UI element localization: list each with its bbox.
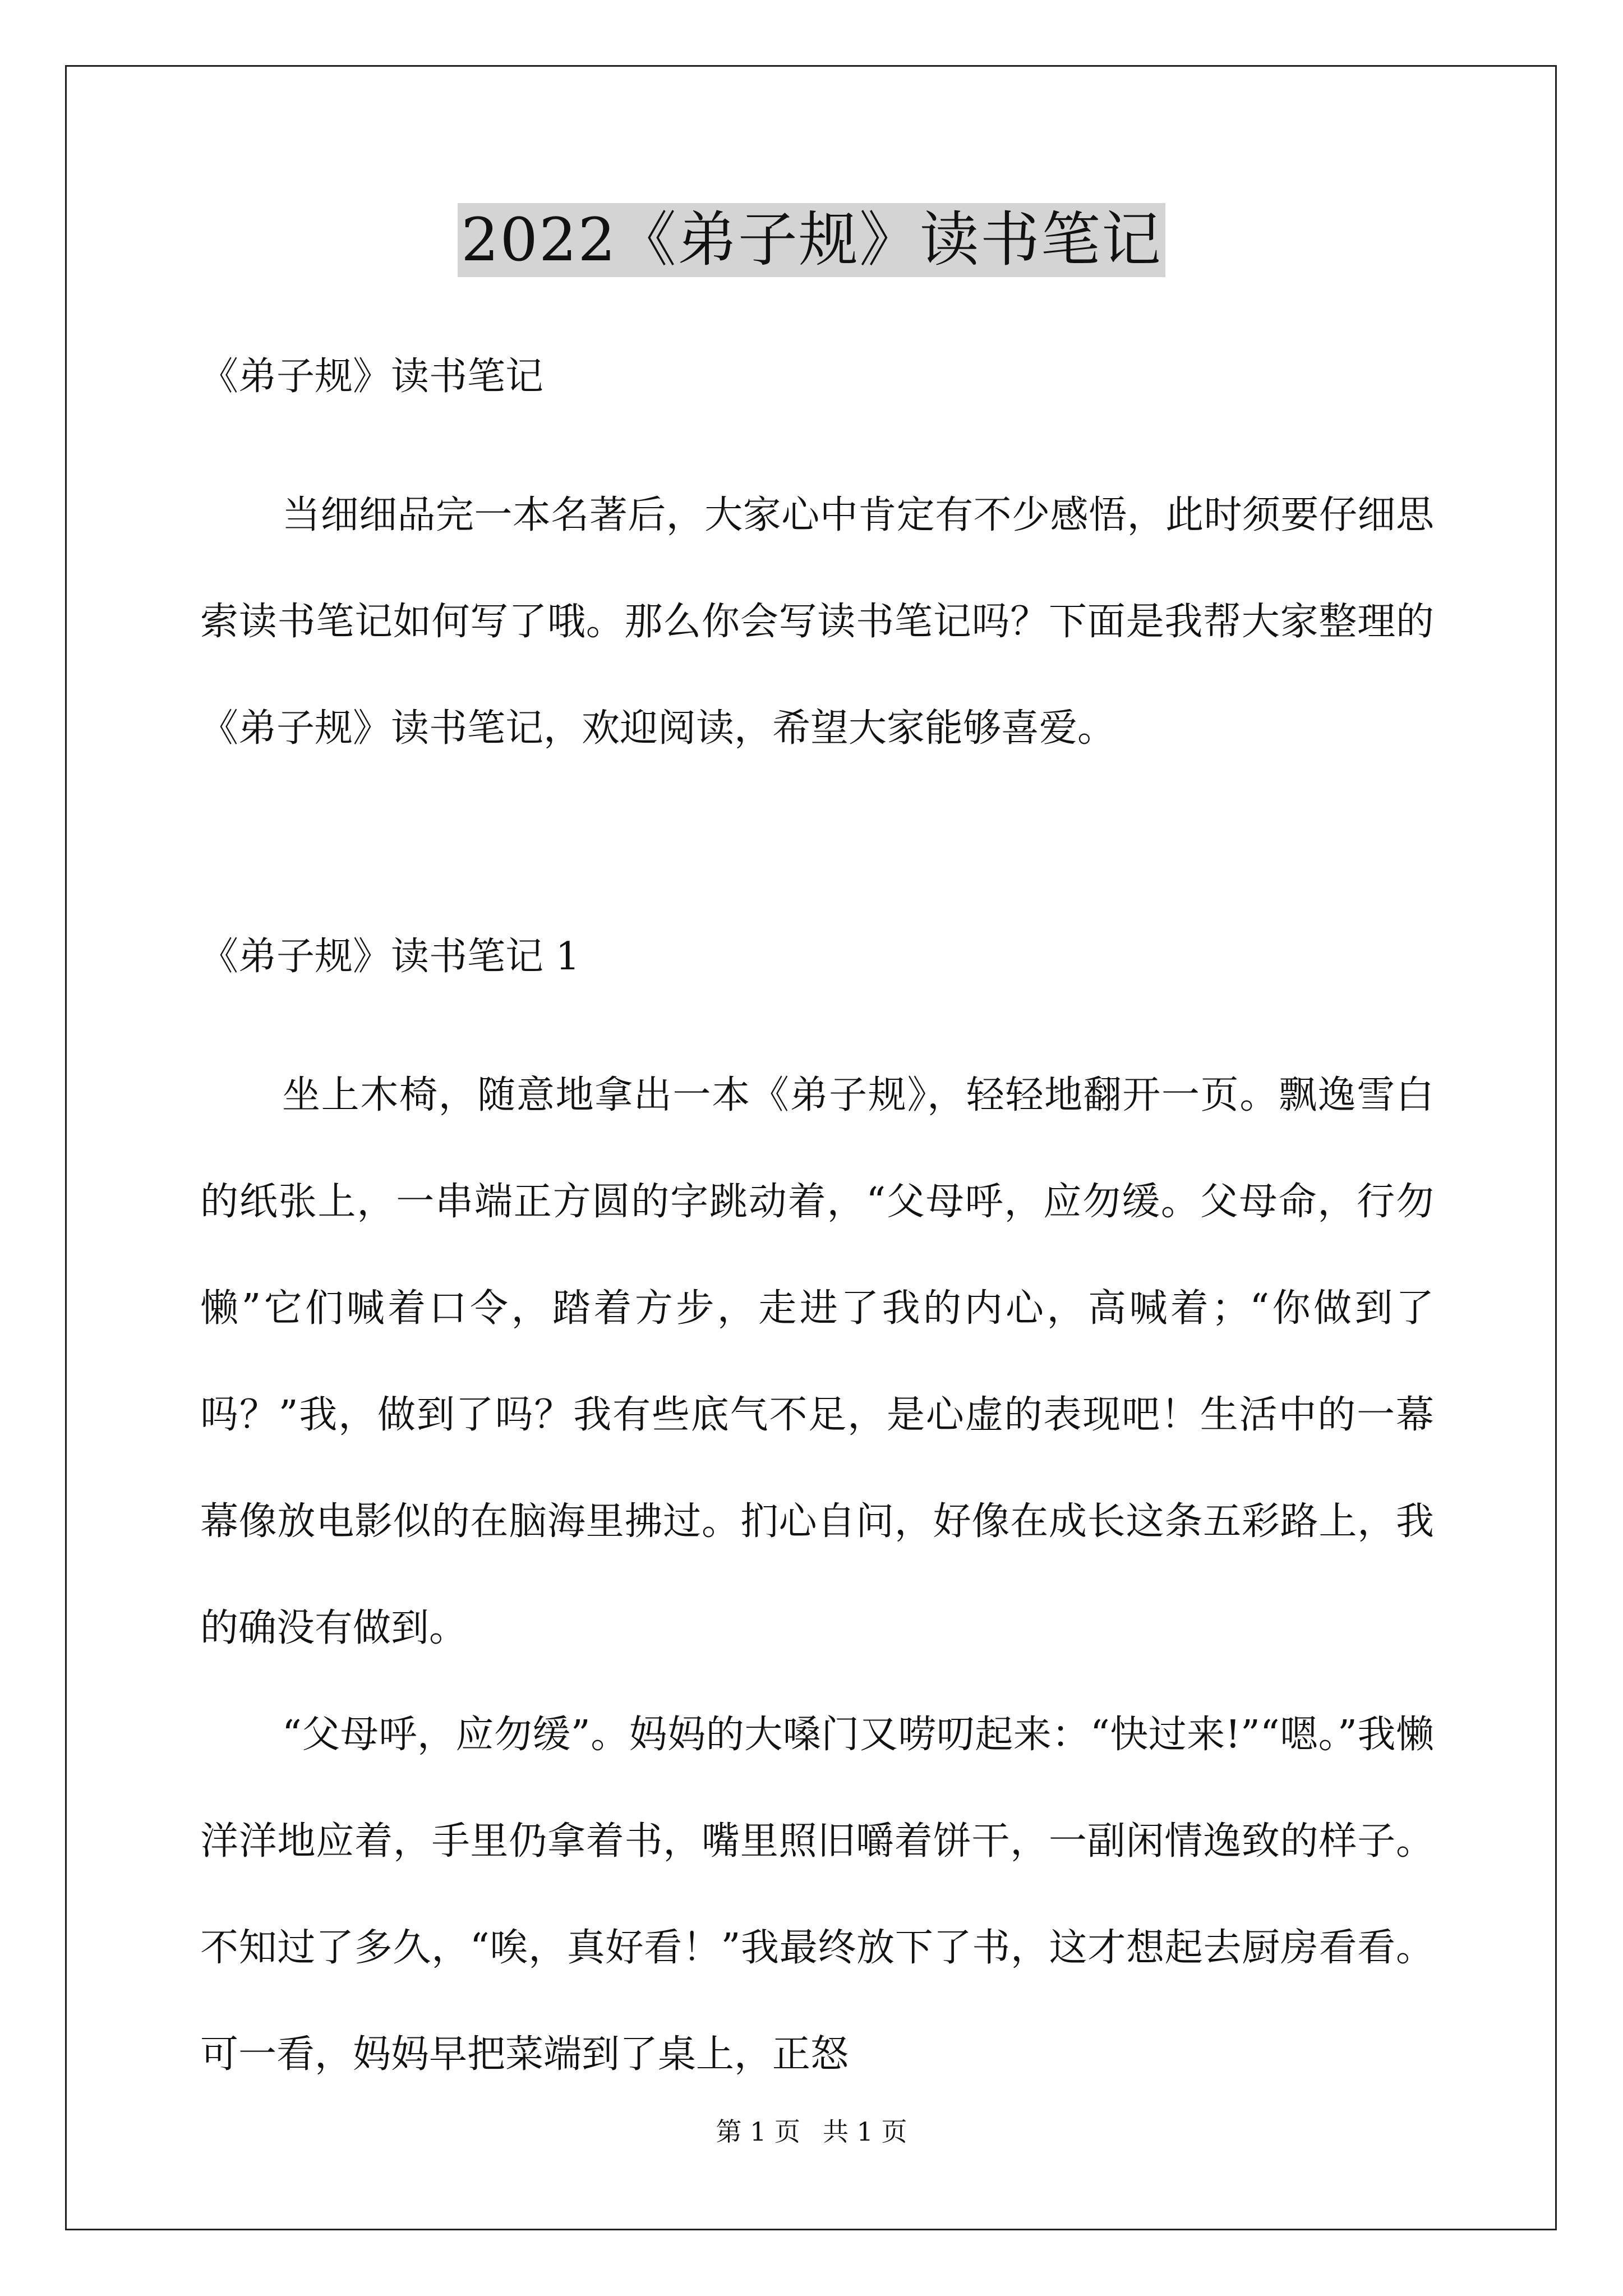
page-total: 共 1 页	[823, 2116, 907, 2147]
intro-paragraph: 当细细品完一本名著后，大家心中肯定有不少感悟，此时须要仔细思索读书笔记如何写了哦。那么你会写读书笔记吗？下面是我帮大家整理的《弟子规》读书笔记，欢迎阅读，希望大家能够喜爱。	[200, 493, 1434, 751]
spacer	[200, 986, 1434, 1042]
section-heading: 《弟子规》读书笔记 1	[200, 935, 580, 979]
section-paragraph-1: 坐上木椅，随意地拿出一本《弟子规》，轻轻地翻开一页。飘逸雪白的纸张上，一串端正方圆的字跳动着，“父母呼，应勿缓。父母命，行勿懒”它们喊着口令，踏着方步，走进了我的内心，高喊着；“你做到了吗？”我，做到了吗？我有些底气不足，是心虚的表现吧！生活中的一幕幕像放电影似的在脑海里拂过。扪心自问，好像在成长这条五彩路上，我的确没有做到。	[200, 1073, 1434, 1650]
page-footer	[0, 2115, 1623, 2148]
document-body	[200, 348, 1434, 2108]
spacer	[200, 406, 1434, 462]
title-container	[0, 203, 1623, 277]
intro-heading: 《弟子规》读书笔记	[200, 355, 544, 399]
document-title[interactable]: 2022《弟子规》读书笔记	[458, 203, 1165, 277]
spacer	[200, 782, 1434, 928]
section-paragraph-2: “父母呼，应勿缓”。妈妈的大嗓门又唠叨起来：“快过来!”“嗯。”我懒洋洋地应着，手里仍拿着书，嘴里照旧嚼着饼干，一副闲情逸致的样子。不知过了多久，“唉，真好看！”我最终放下了书，这才想起去厨房看看。可一看，妈妈早把菜端到了桌上，正怒	[200, 1713, 1434, 2077]
page-number: 第 1 页	[716, 2116, 800, 2147]
